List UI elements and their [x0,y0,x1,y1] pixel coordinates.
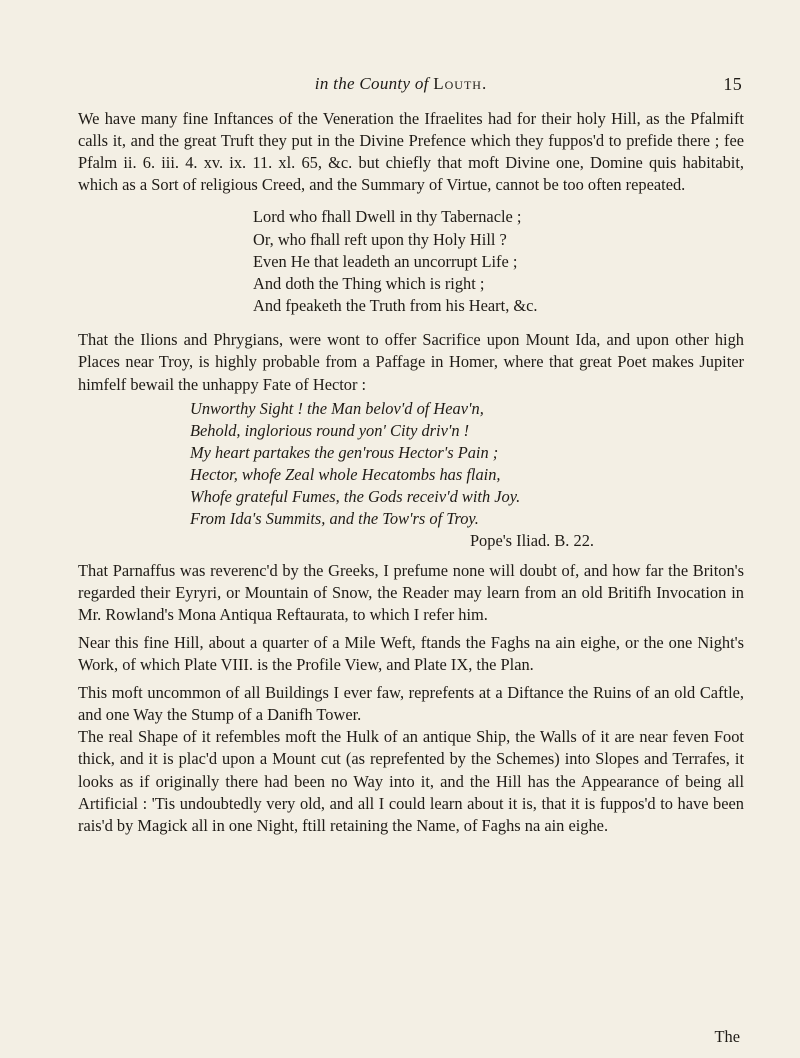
verse-line: My heart partakes the gen'rous Hector's Pain ; [190,442,499,462]
verse-line: Hector, whofe Zeal whole Hecatombs has flain, [190,464,501,484]
iliad-verse [190,398,744,552]
verse-line: Or, who fhall reft upon thy Holy Hill ? [253,229,507,249]
psalm-verse [253,206,744,317]
verse-line: Lord who fhall Dwell in thy Tabernacle ; [253,207,522,227]
paragraph-2: That the Ilions and Phrygians, were wont to offer Sacrifice upon Mount Ida, and upon other high Places near Troy, is highly probable from a Paffage in Homer, where that great Poet makes Jupiter himfelf bewail the unhappy Fate of Hector : [78,330,744,394]
verse-line: Whofe grateful Fumes, the Gods receiv'd with Joy. [190,486,521,506]
paragraph-5: This moft uncommon of all Buildings I ever faw, reprefents at a Diftance the Ruins of an old Caftle, and one Way the Stump of a Danifh Tower. [78,683,744,725]
verse-line: From Ida's Summits, and the Tow'rs of Troy. [190,508,479,528]
running-head-county: Louth. [433,74,488,93]
paragraph-4: Near this fine Hill, about a quarter of a Mile Weft, ftands the Faghs na ain eighe, or the one Night's Work, of which Plate VIII. is the Profile View, and Plate IX, the Plan. [78,632,744,675]
citation: Pope's Iliad. B. 22. [469,530,594,550]
verse-line: Even He that leadeth an uncorrupt Life ; [253,251,518,271]
catchword: The [714,1027,740,1046]
paragraph-3: That Parnaffus was reverenc'd by the Greeks, I prefume none will doubt of, and how far the Briton's regarded their Eyryri, or Mountain of Snow, the Reader may learn from an old Britifh Invocation in Mr. Rowland's Mona Antiqua Reftaurata, to which I refer him. [78,560,744,624]
verse-line: Unworthy Sight ! the Man belov'd of Heav'n, [190,398,484,418]
paragraph-6: The real Shape of it refembles moft the Hulk of an antique Ship, the Walls of it are near feven Foot thick, and it is plac'd upon a Mount cut (as reprefented by the Schemes) into Slopes and Terrafes, it looks as if originally there had been no Way into it, and the Hill has the Appearance of being all Artificial : 'Tis undoubtedly very old, and all I could learn about it is, that it is fuppos'd to have been rais'd by Magick all in one Night, ftill retaining the Name, of Faghs na ain eighe. [78,727,744,835]
verse-line: Behold, inglorious round yon' City driv'n ! [190,420,470,440]
paragraph-1: We have many fine Inftances of the Veneration the Ifraelites had for their holy Hill, as the Pfalmift calls it, and the great Truft they put in the Divine Prefence which they fuppos'd to prefide there ; fee Pfalm ii. 6. iii. 4. xv. ix. 11. xl. 65, &c. but chiefly that moft Divine one, Domine quis habitabit, which as a Sort of religious Creed, and the Summary of Virtue, cannot be too often repeated. [78,109,744,195]
verse-line: And fpeaketh the Truth from his Heart, &c. [253,296,538,316]
page-body [78,108,744,837]
running-head-prefix: in the County of [314,74,434,93]
page-number: 15 [723,74,742,94]
running-head [60,74,742,100]
verse-line: And doth the Thing which is right ; [253,273,485,293]
